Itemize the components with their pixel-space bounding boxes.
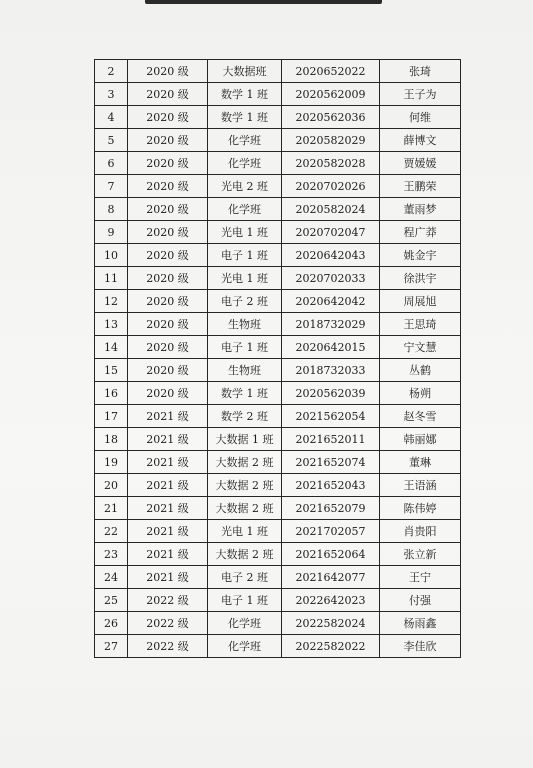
grade-cell: 2022 级 [128, 589, 208, 612]
row-number-cell: 13 [95, 313, 128, 336]
class-cell: 电子 1 班 [208, 244, 282, 267]
student-name-cell: 杨雨鑫 [380, 612, 461, 635]
student-id-cell: 2021642077 [282, 566, 380, 589]
grade-cell: 2021 级 [128, 474, 208, 497]
grade-cell: 2020 级 [128, 60, 208, 83]
grade-cell: 2022 级 [128, 635, 208, 658]
grade-cell: 2020 级 [128, 267, 208, 290]
table-row [95, 267, 461, 290]
table-row [95, 428, 461, 451]
student-name-cell: 周展旭 [380, 290, 461, 313]
grade-cell: 2021 级 [128, 451, 208, 474]
class-cell: 大数据 2 班 [208, 451, 282, 474]
table-row [95, 474, 461, 497]
class-cell: 大数据 2 班 [208, 474, 282, 497]
row-number-cell: 5 [95, 129, 128, 152]
class-cell: 生物班 [208, 359, 282, 382]
student-id-cell: 2020642015 [282, 336, 380, 359]
grade-cell: 2022 级 [128, 612, 208, 635]
table-row [95, 520, 461, 543]
row-number-cell: 24 [95, 566, 128, 589]
student-id-cell: 2020562039 [282, 382, 380, 405]
table-row [95, 313, 461, 336]
grade-cell: 2020 级 [128, 221, 208, 244]
student-name-cell: 付强 [380, 589, 461, 612]
student-name-cell: 赵冬雪 [380, 405, 461, 428]
student-name-cell: 李佳欣 [380, 635, 461, 658]
row-number-cell: 20 [95, 474, 128, 497]
student-id-cell: 2020642043 [282, 244, 380, 267]
student-name-cell: 董琳 [380, 451, 461, 474]
table-row [95, 497, 461, 520]
student-name-cell: 张立新 [380, 543, 461, 566]
class-cell: 光电 2 班 [208, 175, 282, 198]
table-row [95, 175, 461, 198]
table-row [95, 566, 461, 589]
student-id-cell: 2020702033 [282, 267, 380, 290]
class-cell: 数学 2 班 [208, 405, 282, 428]
row-number-cell: 22 [95, 520, 128, 543]
grade-cell: 2020 级 [128, 152, 208, 175]
grade-cell: 2020 级 [128, 83, 208, 106]
table-row [95, 635, 461, 658]
student-table-container [94, 59, 454, 658]
class-cell: 电子 2 班 [208, 566, 282, 589]
row-number-cell: 11 [95, 267, 128, 290]
student-id-cell: 2020642042 [282, 290, 380, 313]
student-id-cell: 2018732033 [282, 359, 380, 382]
row-number-cell: 27 [95, 635, 128, 658]
row-number-cell: 18 [95, 428, 128, 451]
class-cell: 电子 1 班 [208, 336, 282, 359]
student-name-cell: 丛鹤 [380, 359, 461, 382]
row-number-cell: 26 [95, 612, 128, 635]
student-id-cell: 2021652011 [282, 428, 380, 451]
row-number-cell: 19 [95, 451, 128, 474]
grade-cell: 2021 级 [128, 428, 208, 451]
class-cell: 大数据 1 班 [208, 428, 282, 451]
class-cell: 电子 1 班 [208, 589, 282, 612]
class-cell: 化学班 [208, 129, 282, 152]
grade-cell: 2020 级 [128, 336, 208, 359]
student-name-cell: 王语涵 [380, 474, 461, 497]
row-number-cell: 2 [95, 60, 128, 83]
table-row [95, 244, 461, 267]
student-name-cell: 宁文慧 [380, 336, 461, 359]
class-cell: 数学 1 班 [208, 382, 282, 405]
table-row [95, 129, 461, 152]
table-row [95, 359, 461, 382]
row-number-cell: 9 [95, 221, 128, 244]
student-id-cell: 2022582022 [282, 635, 380, 658]
class-cell: 光电 1 班 [208, 520, 282, 543]
grade-cell: 2020 级 [128, 129, 208, 152]
grade-cell: 2020 级 [128, 106, 208, 129]
row-number-cell: 10 [95, 244, 128, 267]
grade-cell: 2021 级 [128, 520, 208, 543]
table-row [95, 106, 461, 129]
student-table-body [95, 60, 461, 658]
student-name-cell: 薛博文 [380, 129, 461, 152]
student-id-cell: 2021652064 [282, 543, 380, 566]
student-name-cell: 杨朔 [380, 382, 461, 405]
student-name-cell: 王宁 [380, 566, 461, 589]
student-name-cell: 董雨梦 [380, 198, 461, 221]
grade-cell: 2020 级 [128, 359, 208, 382]
class-cell: 大数据 2 班 [208, 497, 282, 520]
class-cell: 数学 1 班 [208, 83, 282, 106]
row-number-cell: 16 [95, 382, 128, 405]
student-id-cell: 2020582028 [282, 152, 380, 175]
student-id-cell: 2021652043 [282, 474, 380, 497]
row-number-cell: 3 [95, 83, 128, 106]
row-number-cell: 14 [95, 336, 128, 359]
row-number-cell: 7 [95, 175, 128, 198]
grade-cell: 2021 级 [128, 543, 208, 566]
student-id-cell: 2022642023 [282, 589, 380, 612]
grade-cell: 2021 级 [128, 497, 208, 520]
table-row [95, 290, 461, 313]
student-id-cell: 2020562036 [282, 106, 380, 129]
student-name-cell: 何维 [380, 106, 461, 129]
table-row [95, 83, 461, 106]
row-number-cell: 6 [95, 152, 128, 175]
grade-cell: 2020 级 [128, 244, 208, 267]
student-name-cell: 陈伟婷 [380, 497, 461, 520]
class-cell: 化学班 [208, 635, 282, 658]
student-name-cell: 肖贵阳 [380, 520, 461, 543]
class-cell: 化学班 [208, 152, 282, 175]
grade-cell: 2020 级 [128, 313, 208, 336]
class-cell: 大数据 2 班 [208, 543, 282, 566]
student-id-cell: 2018732029 [282, 313, 380, 336]
table-row [95, 589, 461, 612]
student-name-cell: 徐洪宇 [380, 267, 461, 290]
grade-cell: 2020 级 [128, 382, 208, 405]
class-cell: 化学班 [208, 198, 282, 221]
table-row [95, 543, 461, 566]
row-number-cell: 21 [95, 497, 128, 520]
grade-cell: 2020 级 [128, 198, 208, 221]
student-name-cell: 张琦 [380, 60, 461, 83]
table-row [95, 221, 461, 244]
student-name-cell: 韩丽娜 [380, 428, 461, 451]
class-cell: 数学 1 班 [208, 106, 282, 129]
student-name-cell: 贾媛媛 [380, 152, 461, 175]
student-id-cell: 2020702047 [282, 221, 380, 244]
grade-cell: 2021 级 [128, 405, 208, 428]
table-row [95, 405, 461, 428]
student-name-cell: 姚金宇 [380, 244, 461, 267]
student-table [94, 59, 461, 658]
table-row [95, 612, 461, 635]
student-id-cell: 2021652079 [282, 497, 380, 520]
grade-cell: 2021 级 [128, 566, 208, 589]
table-row [95, 60, 461, 83]
student-id-cell: 2022582024 [282, 612, 380, 635]
student-id-cell: 2020582029 [282, 129, 380, 152]
student-name-cell: 王子为 [380, 83, 461, 106]
student-name-cell: 程广莽 [380, 221, 461, 244]
row-number-cell: 4 [95, 106, 128, 129]
row-number-cell: 15 [95, 359, 128, 382]
grade-cell: 2020 级 [128, 175, 208, 198]
student-id-cell: 2020702026 [282, 175, 380, 198]
class-cell: 化学班 [208, 612, 282, 635]
row-number-cell: 8 [95, 198, 128, 221]
class-cell: 光电 1 班 [208, 267, 282, 290]
row-number-cell: 25 [95, 589, 128, 612]
grade-cell: 2020 级 [128, 290, 208, 313]
student-id-cell: 2020562009 [282, 83, 380, 106]
class-cell: 光电 1 班 [208, 221, 282, 244]
table-row [95, 152, 461, 175]
table-row [95, 451, 461, 474]
table-row [95, 198, 461, 221]
student-id-cell: 2021652074 [282, 451, 380, 474]
class-cell: 生物班 [208, 313, 282, 336]
scan-edge-strip [145, 0, 382, 4]
student-id-cell: 2021702057 [282, 520, 380, 543]
student-name-cell: 王思琦 [380, 313, 461, 336]
student-id-cell: 2020652022 [282, 60, 380, 83]
table-row [95, 382, 461, 405]
row-number-cell: 12 [95, 290, 128, 313]
class-cell: 电子 2 班 [208, 290, 282, 313]
table-row [95, 336, 461, 359]
row-number-cell: 23 [95, 543, 128, 566]
class-cell: 大数据班 [208, 60, 282, 83]
student-id-cell: 2020582024 [282, 198, 380, 221]
row-number-cell: 17 [95, 405, 128, 428]
student-name-cell: 王鹏荣 [380, 175, 461, 198]
student-id-cell: 2021562054 [282, 405, 380, 428]
